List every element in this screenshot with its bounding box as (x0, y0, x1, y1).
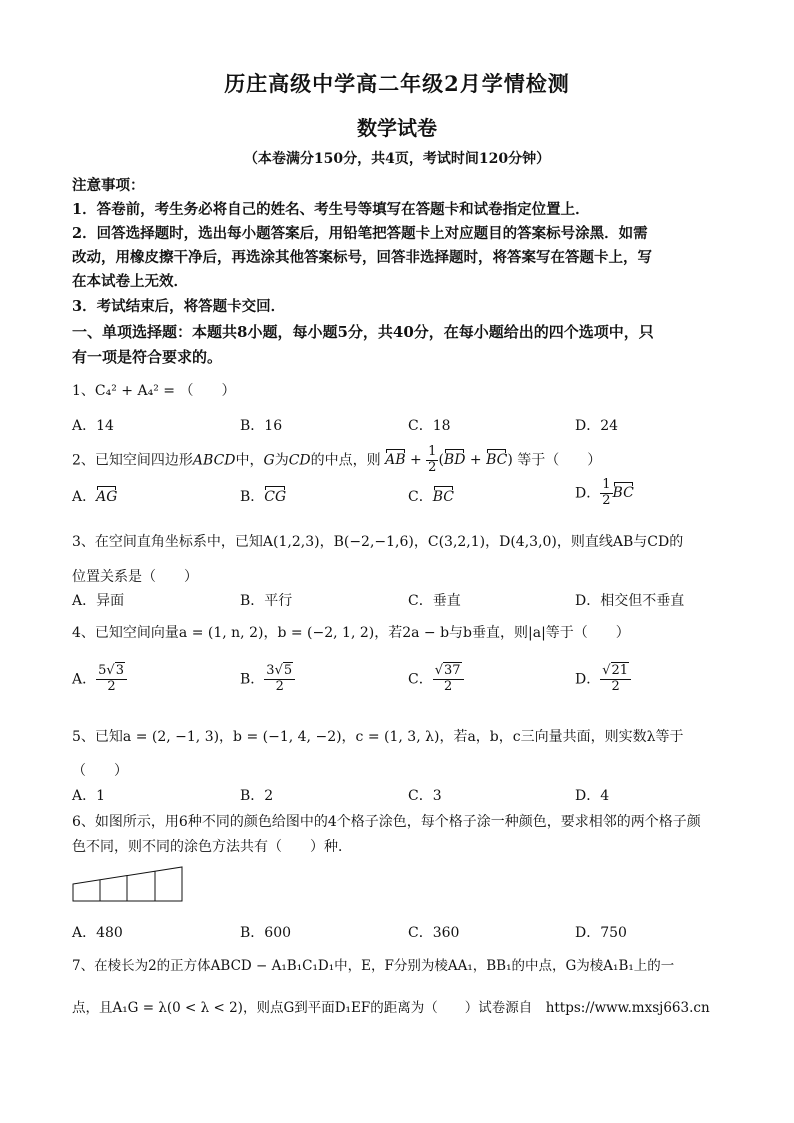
option-a: A．AG (72, 489, 118, 505)
question-7: 7、在棱长为2的正方体ABCD − A₁B₁C₁D₁中，E，F分别为棱AA₁，BB₁的中点，G为棱A₁B₁上的一 (72, 958, 675, 974)
q2-text: 等于（ ） (517, 452, 602, 469)
question-1: 1、C₄² + A₄² = （ ） (72, 383, 236, 399)
four-cell-grid-figure (72, 866, 184, 902)
option-c: C．360 (408, 925, 460, 941)
exam-info: （本卷满分150分，共4页，考试时间120分钟） (243, 151, 551, 167)
option-a: A．异面 (72, 593, 125, 609)
q2-text: 中， (235, 452, 264, 469)
q2-text: 为 (274, 452, 289, 469)
option-b: B． $\frac{3√5}{2}$ (240, 664, 295, 695)
option-c: C．BC (408, 489, 454, 505)
option-a: A．14 (72, 418, 114, 434)
option-d: D．750 (575, 925, 627, 941)
q2-expression: AB + $\frac{1}{2}$ (BD + BC) (385, 444, 513, 475)
question-2 (72, 445, 722, 476)
q2-text: 2、已知空间四边形 (72, 452, 193, 469)
notice-heading: 注意事项： (72, 177, 145, 194)
option-d: D． $\frac{1}{2}$ BC (575, 477, 634, 508)
question-3-options (72, 590, 722, 620)
option-b: B．2 (240, 788, 274, 804)
option-a: A． $\frac{5√3}{2}$ (72, 664, 127, 695)
section-heading-cont: 有一项是符合要求的。 (72, 348, 223, 366)
question-6-options (72, 922, 722, 952)
question-5-cont: （ ） (72, 763, 128, 779)
question-4-options (72, 664, 722, 704)
q2-text: 的中点，则 (310, 452, 381, 469)
question-5: 5、已知a = (2, −1, 3)，b = (−1, 4, −2)，c = (1, 3, λ)，若a，b，c三向量共面，则实数λ等于 (72, 729, 684, 745)
section-heading: 一、单项选择题：本题共8小题，每小题5分，共40分，在每小题给出的四个选项中，只 (72, 323, 654, 341)
q2-abcd: ABCD (192, 452, 236, 469)
option-d: D．相交但不垂直 (575, 593, 685, 609)
question-2-options (72, 477, 722, 516)
option-c: C．垂直 (408, 593, 461, 609)
question-6: 6、如图所示，用6种不同的颜色给图中的4个格子涂色，每个格子涂一种颜色，要求相邻的两个格子颜 (72, 814, 701, 830)
exam-subtitle: 数学试卷 (357, 116, 437, 140)
q2-g: G (263, 452, 275, 469)
question-4: 4、已知空间向量a = (1, n, 2)，b = (−2, 1, 2)，若2a − b与b垂直，则|a|等于（ ） (72, 625, 630, 641)
exam-title: 历庄高级中学高二年级2月学情检测 (224, 71, 570, 96)
notice-item: 在本试卷上无效． (72, 273, 188, 290)
notice-item: 2．回答选择题时，选出每小题答案后，用铅笔把答题卡上对应题目的答案标号涂黑．如需 (72, 225, 648, 242)
option-b: B．600 (240, 925, 292, 941)
option-b: B．CG (240, 489, 287, 505)
q2-cd: CD (288, 452, 311, 469)
option-c: C．3 (408, 788, 442, 804)
notice-item: 1．答卷前，考生务必将自己的姓名、考生号等填写在答题卡和试卷指定位置上． (72, 201, 590, 218)
option-d: D． $\frac{√21}{2}$ (575, 664, 631, 695)
question-7-cont: 点，且A₁G = λ(0 < λ < 2)，则点G到平面D₁EF的距离为（ ）试卷源自 https://www.mxsj663.cn (72, 1000, 710, 1016)
option-c: C．18 (408, 418, 451, 434)
notice-item: 改动，用橡皮擦干净后，再选涂其他答案标号，回答非选择题时，将答案写在答题卡上，写 (72, 249, 652, 266)
option-a: A．1 (72, 788, 106, 804)
notice-item: 3．考试结束后，将答题卡交回． (72, 298, 286, 315)
option-d: D．4 (575, 788, 610, 804)
option-d: D．24 (575, 418, 619, 434)
option-c: C． $\frac{√37}{2}$ (408, 664, 464, 695)
option-b: B．平行 (240, 593, 293, 609)
question-3: 3、在空间直角坐标系中，已知A(1,2,3)，B(−2,−1,6)，C(3,2,1)，D(4,3,0)，则直线AB与CD的 (72, 534, 684, 550)
question-1-options (72, 415, 722, 445)
option-a: A．480 (72, 925, 123, 941)
question-3-cont: 位置关系是（ ） (72, 569, 198, 585)
question-6-cont: 色不同，则不同的涂色方法共有（ ）种． (72, 839, 352, 855)
option-b: B．16 (240, 418, 283, 434)
